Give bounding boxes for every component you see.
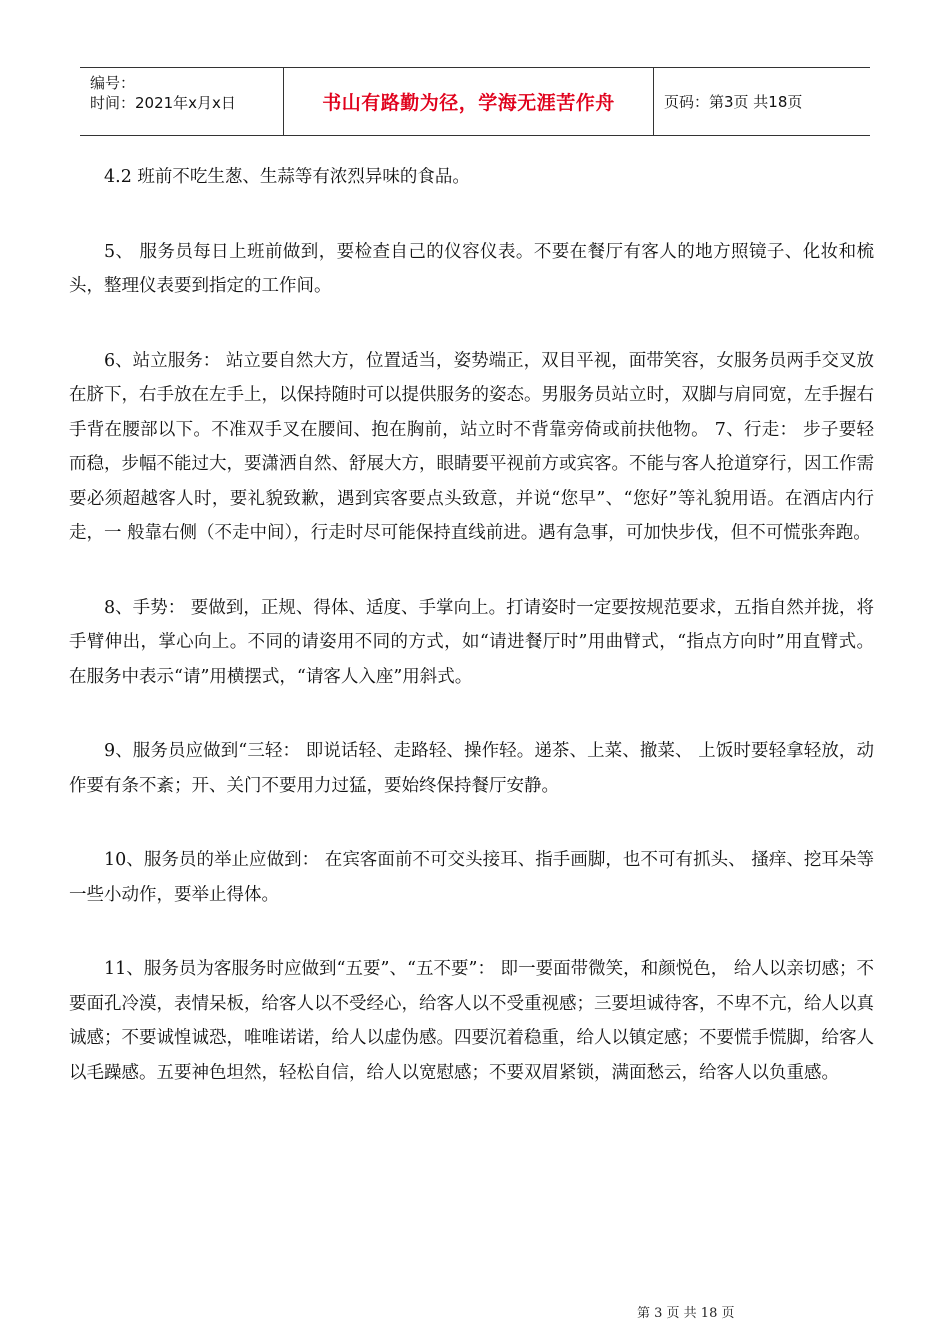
page-footer: 第 3 页 共 18 页 <box>637 1306 735 1321</box>
header-motto: 书山有路勤为径，学海无涯苦作舟 <box>283 68 654 135</box>
paragraph-6-7: 6、站立服务： 站立要自然大方，位置适当，姿势端正，双目平视，面带笑容，女服务员两手交叉放在脐下，右手放在左手上，以保持随时可以提供服务的姿态。男服务员站立时，双脚与肩同宽，左手握右手背在腰部以下。不准双手叉在腰间、抱在胸前，站立时不背靠旁倚或前扶他物。 7、行走： 步子要轻而稳，步幅不能过大，要潇洒自然、舒展大方，眼睛要平视前方或宾客。不能与客人抢道穿行，因工作需要必须超越客人时，要礼貌致歉，遇到宾客要点头致意，并说“您早”、“您好”等礼貌用语。在酒店内行走，一 般靠右侧（不走中间），行走时尽可能保持直线前进。遇有急事，可加快步伐，但不可慌张奔跑。 <box>69 350 874 543</box>
paragraph-10: 10、服务员的举止应做到： 在宾客面前不可交头接耳、指手画脚，也不可有抓头、 搔痒、挖耳朵等一些小动作，要举止得体。 <box>69 850 874 905</box>
document-number-label: 编号： <box>90 74 136 92</box>
document-body <box>69 160 874 1130</box>
page-header <box>80 67 870 136</box>
paragraph-4-2: 4.2 班前不吃生葱、生蒜等有浓烈异味的食品。 <box>104 167 470 187</box>
paragraph-8: 8、手势： 要做到，正规、得体、适度、手掌向上。打请姿时一定要按规范要求，五指自然并拢，将手臂伸出，掌心向上。不同的请姿用不同的方式，如“请进餐厅时”用曲臂式，“指点方向时”用直臂式。在服务中表示“请”用横摆式，“请客人入座”用斜式。 <box>69 597 874 687</box>
header-meta <box>80 68 283 135</box>
document-date-label: 时间：2021年x月x日 <box>90 94 236 112</box>
paragraph-5: 5、 服务员每日上班前做到，要检查自己的仪容仪表。不要在餐厅有客人的地方照镜子、化妆和梳头，整理仪表要到指定的工作间。 <box>69 241 874 296</box>
paragraph-9: 9、服务员应做到“三轻： 即说话轻、走路轻、操作轻。递茶、上菜、撤菜、 上饭时要轻拿轻放，动作要有条不紊；开、关门不要用力过猛，要始终保持餐厅安静。 <box>69 741 874 796</box>
paragraph-11: 11、服务员为客服务时应做到“五要”、“五不要”： 即一要面带微笑，和颜悦色， 给人以亲切感；不要面孔冷漠，表情呆板，给客人以不受经心，给客人以不受重视感；三要坦诚待客，不卑不亢，给人以真诚感；不要诚惶诚恐，唯唯诺诺，给人以虚伪感。四要沉着稳重，给人以镇定感；不要慌手慌脚，给客人以毛躁感。五要神色坦然，轻松自信，给人以宽慰感；不要双眉紧锁，满面愁云，给客人以负重感。 <box>69 959 874 1083</box>
header-page-number: 页码：第3页 共18页 <box>664 93 803 111</box>
